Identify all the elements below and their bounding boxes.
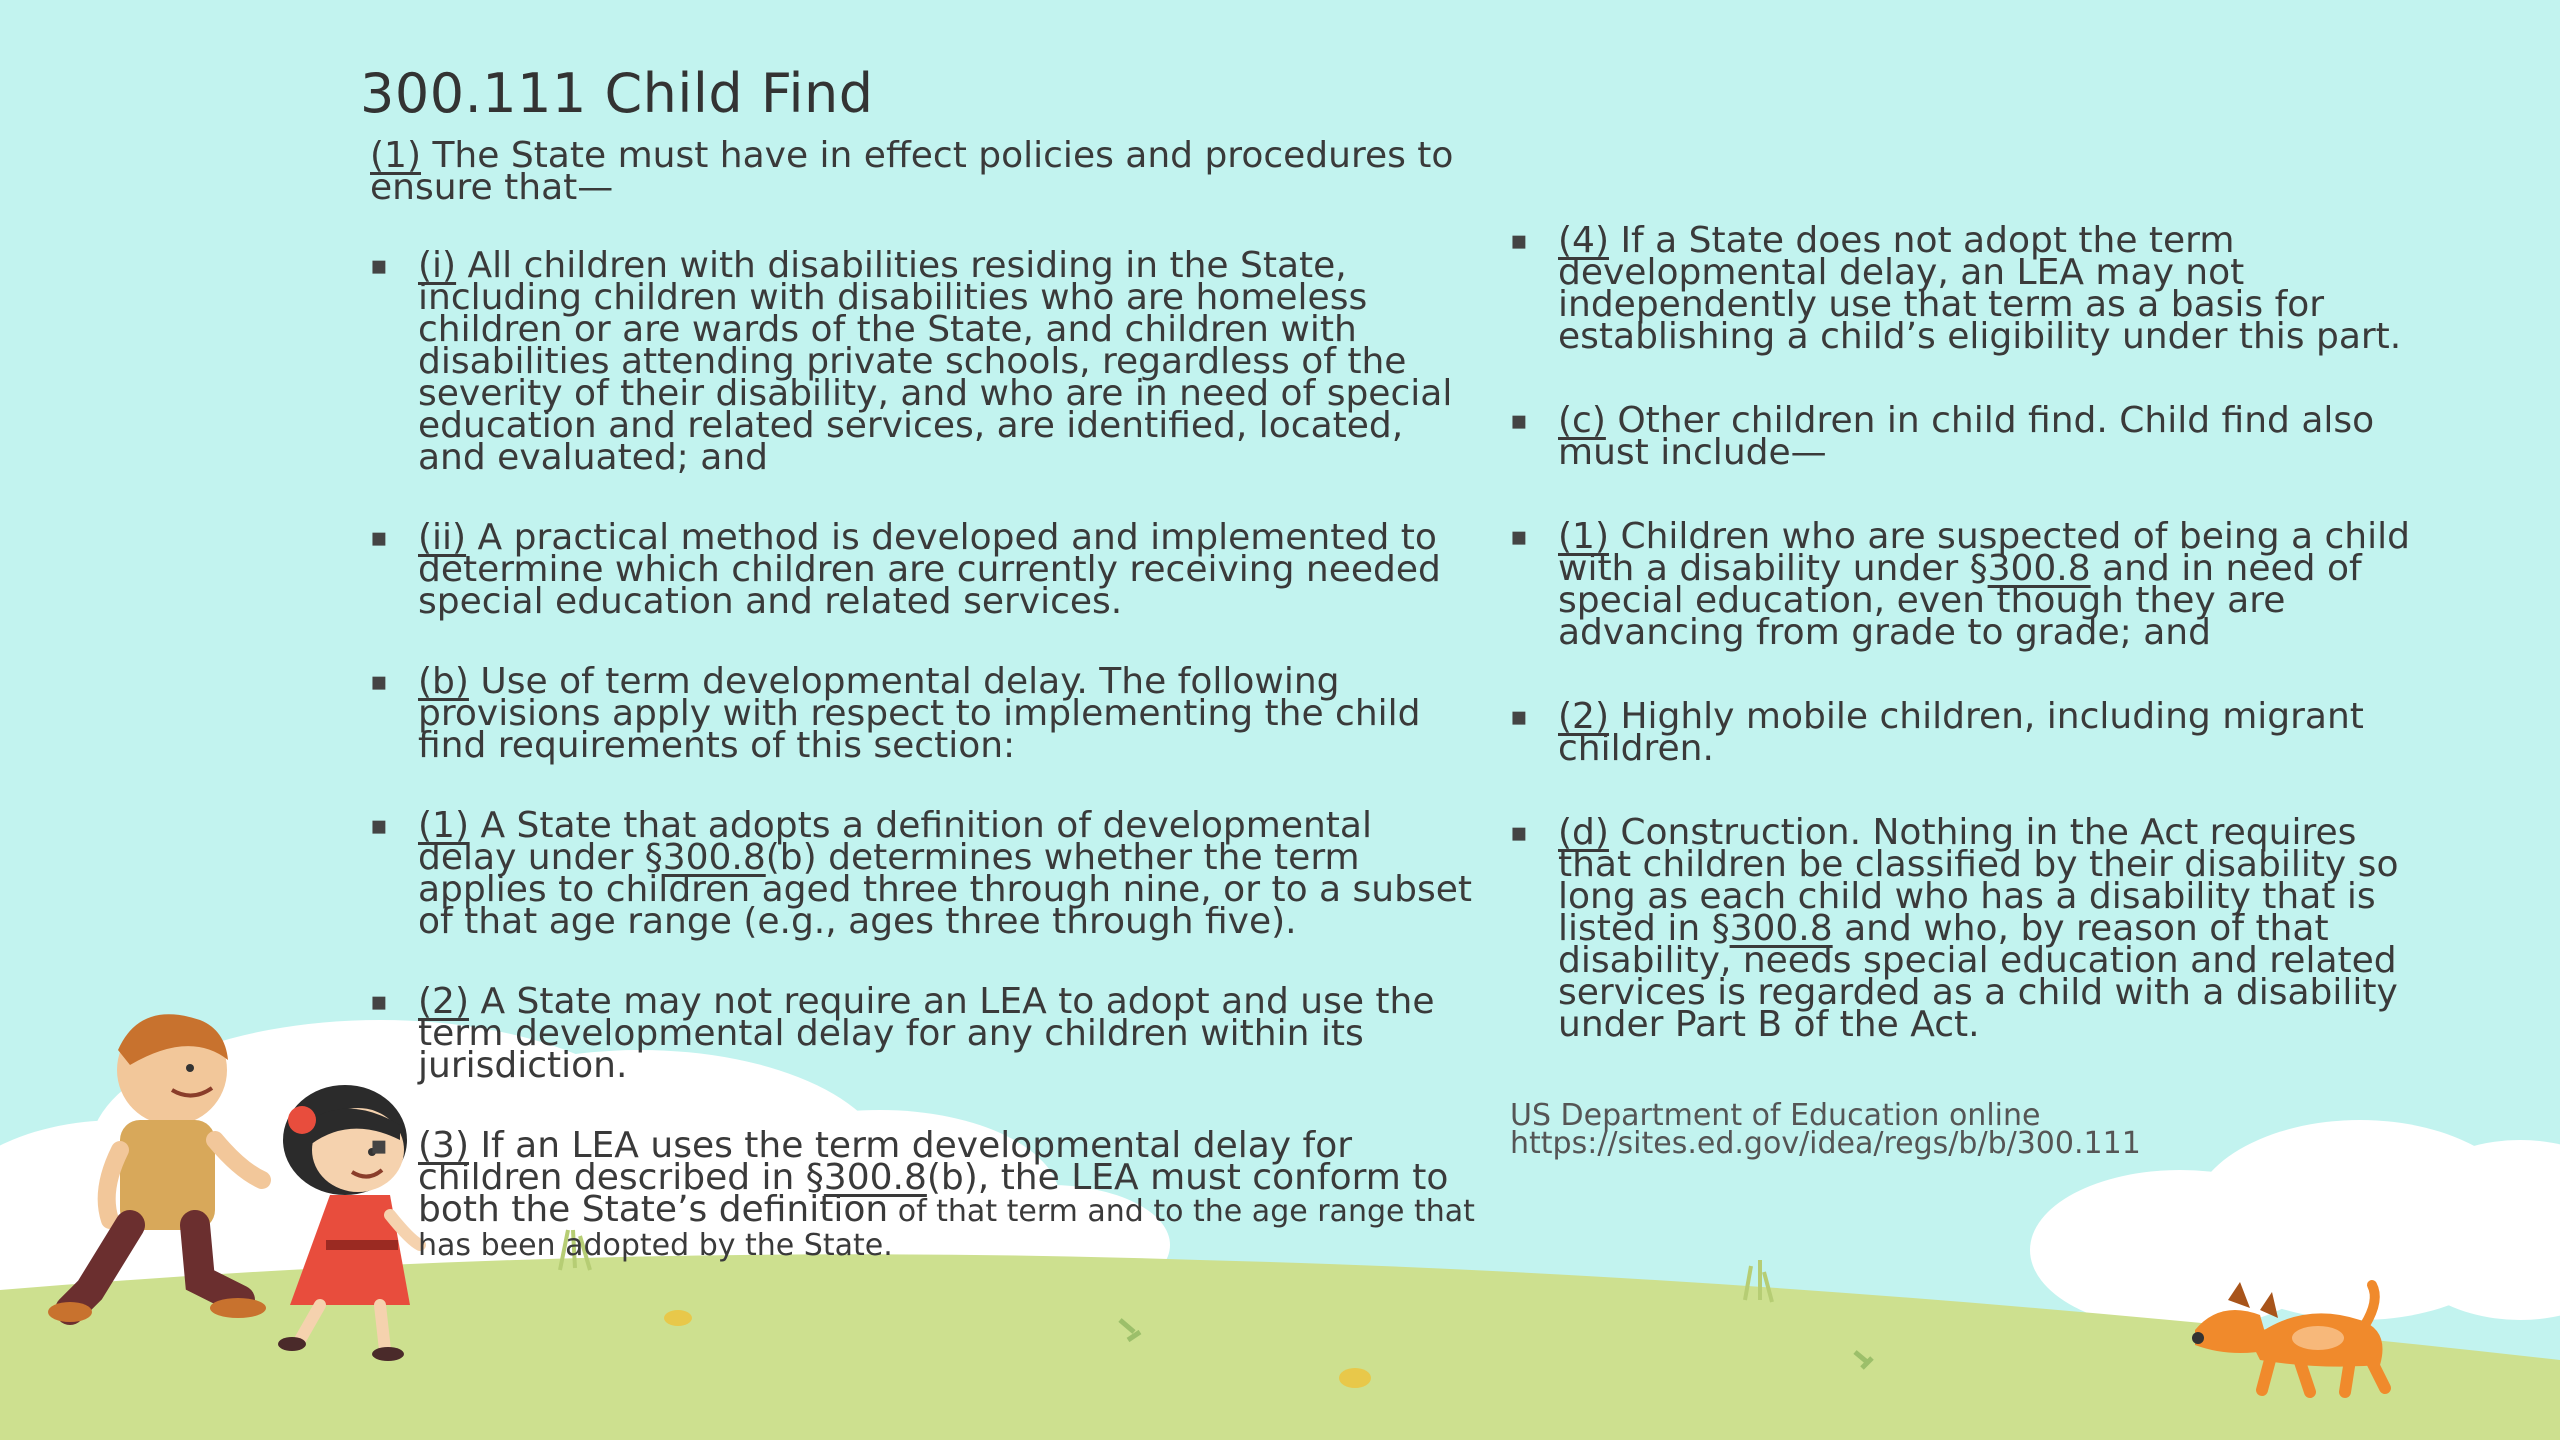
- item-text: Children who are suspected of being a child with a disability under §: [1558, 516, 2410, 589]
- section-link[interactable]: 300.8: [662, 837, 766, 878]
- item-text: A State may not require an LEA to adopt and use the term developmental delay for any children within its jurisdiction.: [418, 981, 1435, 1086]
- right-column-list: [1510, 220, 2410, 1093]
- list-item: [370, 981, 1480, 1086]
- item-text: (b) determines whether the term applies to children aged three through nine, or to a subset of that age range (e.g., ages three through five).: [418, 837, 1472, 942]
- list-item: [370, 805, 1480, 942]
- source-citation: [1510, 1098, 2141, 1161]
- list-item: [370, 1125, 1480, 1263]
- item-ref: (b): [418, 661, 469, 702]
- section-link[interactable]: 300.8: [1987, 548, 2091, 589]
- intro-ref: (1): [370, 135, 421, 176]
- item-ref: (i): [418, 245, 457, 286]
- item-text-small: of that term and to the age range that has been adopted by the State.: [418, 1194, 1475, 1263]
- item-ref: (c): [1558, 400, 1606, 441]
- item-ref: (2): [418, 981, 469, 1022]
- list-item: [370, 661, 1480, 766]
- list-item: [1510, 696, 2410, 769]
- item-ref: (2): [1558, 696, 1609, 737]
- item-ref: (1): [1558, 516, 1609, 557]
- item-ref: (3): [418, 1125, 469, 1166]
- list-item: [370, 245, 1480, 478]
- intro-paragraph: [370, 135, 1490, 208]
- list-item: [1510, 220, 2410, 357]
- item-text: Other children in child find. Child find also must include—: [1558, 400, 2375, 473]
- item-text: A State that adopts a definition of developmental delay under §: [418, 805, 1372, 878]
- list-item: [1510, 400, 2410, 473]
- item-text: (b), the LEA must conform to both the State’s definition: [418, 1157, 1449, 1230]
- list-item: [370, 517, 1480, 622]
- list-item: [1510, 516, 2410, 653]
- list-item: [1510, 812, 2410, 1045]
- item-ref: (1): [418, 805, 469, 846]
- item-text: If a State does not adopt the term developmental delay, an LEA may not independently use that term as a basis for establishing a child’s eligibility under this part.: [1558, 220, 2402, 357]
- item-text: and in need of special education, even though they are advancing from grade to grade; and: [1558, 548, 2362, 653]
- item-text: A practical method is developed and implemented to determine which children are currently receiving needed special education and related services.: [418, 517, 1441, 622]
- item-ref: (ii): [418, 517, 467, 558]
- item-text: If an LEA uses the term developmental delay for children described in §: [418, 1125, 1353, 1198]
- section-link[interactable]: 300.8: [823, 1157, 927, 1198]
- item-ref: (d): [1558, 812, 1609, 853]
- source-name: US Department of Education online: [1510, 1098, 2041, 1133]
- slide-title: 300.111 Child Find: [360, 62, 874, 125]
- item-text: Construction. Nothing in the Act requires that children be classified by their disability so long as each child who has a disability that is listed in §: [1558, 812, 2399, 949]
- intro-text: The State must have in effect policies and procedures to ensure that—: [370, 135, 1454, 208]
- item-text: All children with disabilities residing in the State, including children with disabilities who are homeless children or are wards of the State, and children with disabilities attending private schools, regardless of the severity of their disability, and who are in need of special education and related services, are identified, located, and evaluated; and: [418, 245, 1453, 478]
- section-link[interactable]: 300.8: [1729, 908, 1833, 949]
- item-ref: (4): [1558, 220, 1609, 261]
- source-url[interactable]: https://sites.ed.gov/idea/regs/b/b/300.111: [1510, 1126, 2141, 1161]
- item-text: Use of term developmental delay. The following provisions apply with respect to implementing the child find requirements of this section:: [418, 661, 1421, 766]
- item-text: Highly mobile children, including migrant children.: [1558, 696, 2364, 769]
- item-text: and who, by reason of that disability, needs special education and related services is regarded as a child with a disability under Part B of the Act.: [1558, 908, 2398, 1045]
- left-column-list: [370, 245, 1480, 1310]
